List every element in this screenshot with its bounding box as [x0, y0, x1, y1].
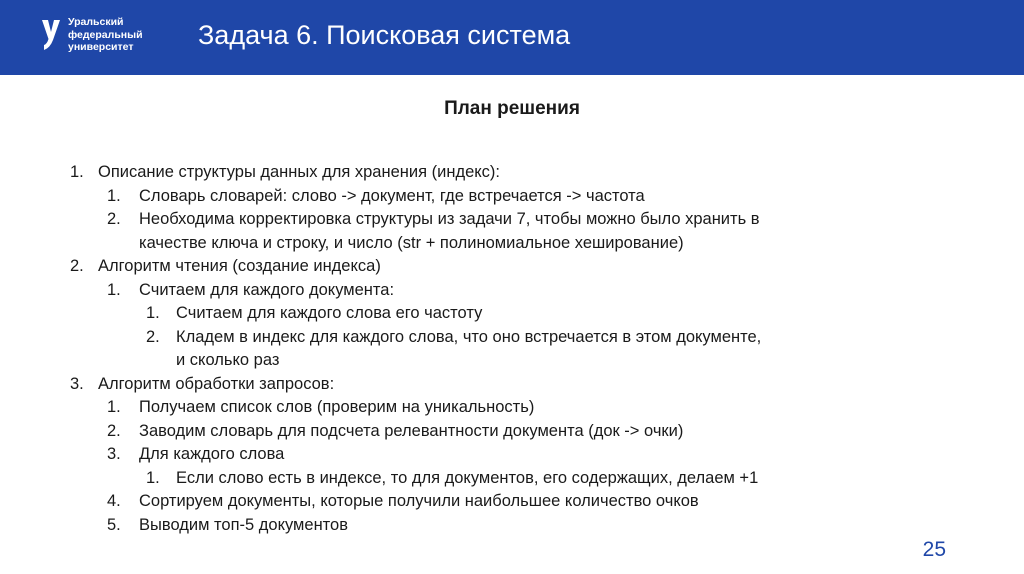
- item-text: и сколько раз: [176, 351, 280, 369]
- outline-item: [70, 185, 970, 209]
- item-number: 3.: [107, 445, 121, 463]
- item-text: Алгоритм чтения (создание индекса): [98, 257, 381, 275]
- item-number: 2.: [70, 257, 84, 275]
- item-number: 1.: [70, 163, 84, 181]
- item-number: 1.: [146, 304, 160, 322]
- outline-item: [70, 255, 970, 279]
- outline-item: [70, 279, 970, 303]
- item-text: Словарь словарей: слово -> документ, где встречается -> частота: [139, 186, 645, 205]
- header-bar: [0, 0, 1024, 75]
- university-logo: [40, 16, 170, 60]
- outline-item: [70, 467, 970, 491]
- item-text: Если слово есть в индексе, то для документов, его содержащих, делаем +1: [176, 468, 759, 487]
- urfu-emblem-icon: [40, 18, 62, 52]
- slide-subtitle: План решения: [444, 98, 580, 119]
- item-text: Кладем в индекс для каждого слова, что оно встречается в этом документе,: [176, 327, 762, 346]
- logo-line-2: федеральный: [68, 28, 143, 41]
- item-number: 2.: [146, 327, 160, 346]
- outline-item: [70, 420, 970, 444]
- outline-item-continuation: [70, 349, 970, 373]
- outline-item: [70, 514, 970, 538]
- item-number: 4.: [107, 492, 121, 510]
- outline-item: [70, 302, 970, 326]
- item-text: Описание структуры данных для хранения (индекс):: [98, 163, 500, 181]
- item-text: Выводим топ-5 документов: [139, 515, 348, 534]
- outline-item: [70, 326, 970, 350]
- item-number: 1.: [107, 280, 121, 299]
- item-text: Получаем список слов (проверим на уникальность): [139, 398, 535, 416]
- item-text: Считаем для каждого документа:: [139, 280, 395, 299]
- item-text: качестве ключа и строку, и число (str + полиномиальное хеширование): [139, 233, 684, 252]
- outline-item: [70, 490, 970, 514]
- outline-item-continuation: [70, 232, 970, 256]
- item-text: Алгоритм обработки запросов:: [98, 374, 335, 393]
- outline-item: [70, 443, 970, 467]
- slide-title: Задача 6. Поисковая система: [198, 20, 571, 50]
- outline-item: [70, 208, 970, 232]
- item-number: 1.: [107, 398, 121, 416]
- item-text: Необходима корректировка структуры из задачи 7, чтобы можно было хранить в: [139, 210, 760, 228]
- logo-line-1: Уральский: [68, 16, 124, 28]
- item-text: Считаем для каждого слова его частоту: [176, 304, 483, 322]
- outline-item: [70, 161, 970, 185]
- outline-item: [70, 396, 970, 420]
- page-number: 25: [922, 538, 946, 561]
- item-number: 1.: [146, 468, 160, 487]
- item-number: 2.: [107, 421, 121, 440]
- item-number: 5.: [107, 515, 121, 534]
- item-text: Заводим словарь для подсчета релевантности документа (док -> очки): [139, 421, 684, 440]
- item-text: Для каждого слова: [139, 445, 285, 463]
- item-number: 3.: [70, 374, 84, 393]
- item-number: 1.: [107, 186, 121, 205]
- logo-line-3: университет: [68, 41, 134, 53]
- item-number: 2.: [107, 210, 121, 228]
- item-text: Сортируем документы, которые получили наибольшее количество очков: [139, 492, 699, 510]
- outline-list: [70, 161, 970, 537]
- outline-item: [70, 373, 970, 397]
